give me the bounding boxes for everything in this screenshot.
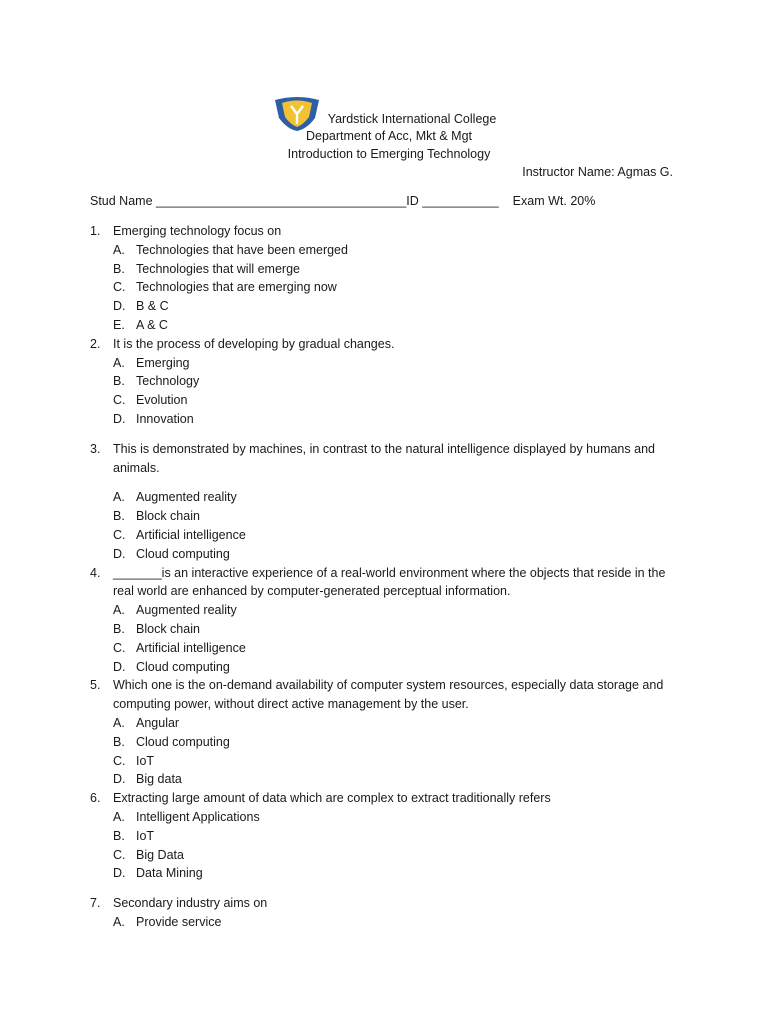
option-text: Artificial intelligence xyxy=(136,527,246,542)
option xyxy=(90,752,680,771)
option-letter: C. xyxy=(113,527,126,542)
option-letter: A. xyxy=(113,914,125,929)
option-text: Emerging xyxy=(136,355,190,370)
option-letter: B. xyxy=(113,621,125,636)
option-text: Provide service xyxy=(136,914,222,929)
option-letter: E. xyxy=(113,317,125,332)
department-name: Department of Acc, Mkt & Mgt xyxy=(305,129,473,143)
option xyxy=(90,827,680,846)
student-name-blank: ____________________________________ xyxy=(156,194,407,208)
exam-weight: Exam Wt. 20% xyxy=(512,194,596,208)
question-number: 5. xyxy=(90,678,101,693)
option-text: Block chain xyxy=(136,621,200,636)
question-number: 2. xyxy=(90,336,101,351)
option-letter: D. xyxy=(113,411,126,426)
option-text: Evolution xyxy=(136,393,188,408)
question-1 xyxy=(90,222,680,335)
option-letter: A. xyxy=(113,355,125,370)
student-info-line xyxy=(90,194,595,208)
option-letter: A. xyxy=(113,603,125,618)
option-letter: D. xyxy=(113,866,126,881)
option-text: A & C xyxy=(136,317,168,332)
option-text: Innovation xyxy=(136,411,194,426)
option-text: Big data xyxy=(136,772,182,787)
question-6 xyxy=(90,789,680,883)
question-text: Secondary industry aims on xyxy=(113,896,268,911)
option-letter: C. xyxy=(113,280,126,295)
question-text: _______is an interactive experience of a real-world environment where the objects that reside in the real world are enhanced by computer-generated perceptual information. xyxy=(113,565,666,599)
instructor-name: Instructor Name: Agmas G. xyxy=(522,165,673,179)
option xyxy=(90,808,680,827)
option-text: B & C xyxy=(136,299,169,314)
spacer xyxy=(90,883,680,894)
option-letter: B. xyxy=(113,509,125,524)
question-text: This is demonstrated by machines, in contrast to the natural intelligence displayed by humans and animals. xyxy=(113,441,655,475)
question-5 xyxy=(90,676,680,789)
option-letter: B. xyxy=(113,828,125,843)
option-letter: D. xyxy=(113,546,126,561)
option-text: Technologies that are emerging now xyxy=(136,280,337,295)
option xyxy=(90,913,680,932)
option xyxy=(90,241,680,260)
option xyxy=(90,658,680,677)
college-name: Yardstick International College xyxy=(327,112,497,126)
option xyxy=(90,391,680,410)
option xyxy=(90,488,680,507)
option-text: Data Mining xyxy=(136,866,203,881)
option-letter: C. xyxy=(113,640,126,655)
option xyxy=(90,545,680,564)
student-name-label: Stud Name xyxy=(90,194,157,208)
option-text: IoT xyxy=(136,753,155,768)
option-letter: D. xyxy=(113,772,126,787)
option xyxy=(90,354,680,373)
option-letter: D. xyxy=(113,299,126,314)
question-text: Extracting large amount of data which are complex to extract traditionally refers xyxy=(113,791,551,806)
question-number: 7. xyxy=(90,896,101,911)
question-7 xyxy=(90,894,680,932)
option xyxy=(90,864,680,883)
option xyxy=(90,639,680,658)
spacer xyxy=(90,477,680,488)
option xyxy=(90,601,680,620)
option-text: Technologies that have been emerged xyxy=(136,242,348,257)
question-list xyxy=(90,222,680,932)
option-letter: D. xyxy=(113,659,126,674)
option-text: Block chain xyxy=(136,509,200,524)
option xyxy=(90,507,680,526)
option xyxy=(90,316,680,335)
option-text: Intelligent Applications xyxy=(136,809,260,824)
option-letter: A. xyxy=(113,490,125,505)
student-id-blank: ___________ xyxy=(422,194,499,208)
option xyxy=(90,846,680,865)
option-text: Technology xyxy=(136,374,200,389)
question-2 xyxy=(90,335,680,429)
question-number: 6. xyxy=(90,791,101,806)
option xyxy=(90,770,680,789)
option-text: Angular xyxy=(136,715,180,730)
option-text: Cloud computing xyxy=(136,734,230,749)
option-text: Cloud computing xyxy=(136,659,230,674)
option xyxy=(90,372,680,391)
option xyxy=(90,526,680,545)
option-letter: A. xyxy=(113,715,125,730)
option-text: Augmented reality xyxy=(136,603,237,618)
question-3 xyxy=(90,440,680,564)
option-letter: A. xyxy=(113,809,125,824)
option-letter: C. xyxy=(113,847,126,862)
question-text: Emerging technology focus on xyxy=(113,224,282,238)
option-text: Cloud computing xyxy=(136,546,230,561)
option-letter: C. xyxy=(113,753,126,768)
option-letter: C. xyxy=(113,393,126,408)
question-number: 1. xyxy=(90,224,101,238)
question-number: 3. xyxy=(90,441,101,456)
option-text: Big Data xyxy=(136,847,184,862)
option-letter: B. xyxy=(113,374,125,389)
question-text: It is the process of developing by gradual changes. xyxy=(113,336,395,351)
student-id-label: ID xyxy=(406,194,423,208)
option-letter: A. xyxy=(113,242,125,257)
question-text: Which one is the on-demand availability of computer system resources, especially data storage and computing power, without direct active management by the user. xyxy=(113,678,664,712)
option-letter: B. xyxy=(113,734,125,749)
option xyxy=(90,620,680,639)
option xyxy=(90,260,680,279)
option-text: Augmented reality xyxy=(136,490,237,505)
option xyxy=(90,733,680,752)
spacer xyxy=(90,429,680,440)
option-letter: B. xyxy=(113,261,125,276)
question-4 xyxy=(90,564,680,677)
option-text: Technologies that will emerge xyxy=(136,261,300,276)
option xyxy=(90,410,680,429)
option-text: Artificial intelligence xyxy=(136,640,246,655)
option xyxy=(90,297,680,316)
course-title: Introduction to Emerging Technology xyxy=(287,147,491,161)
option xyxy=(90,714,680,733)
option-text: IoT xyxy=(136,828,155,843)
option xyxy=(90,278,680,297)
question-number: 4. xyxy=(90,565,101,580)
